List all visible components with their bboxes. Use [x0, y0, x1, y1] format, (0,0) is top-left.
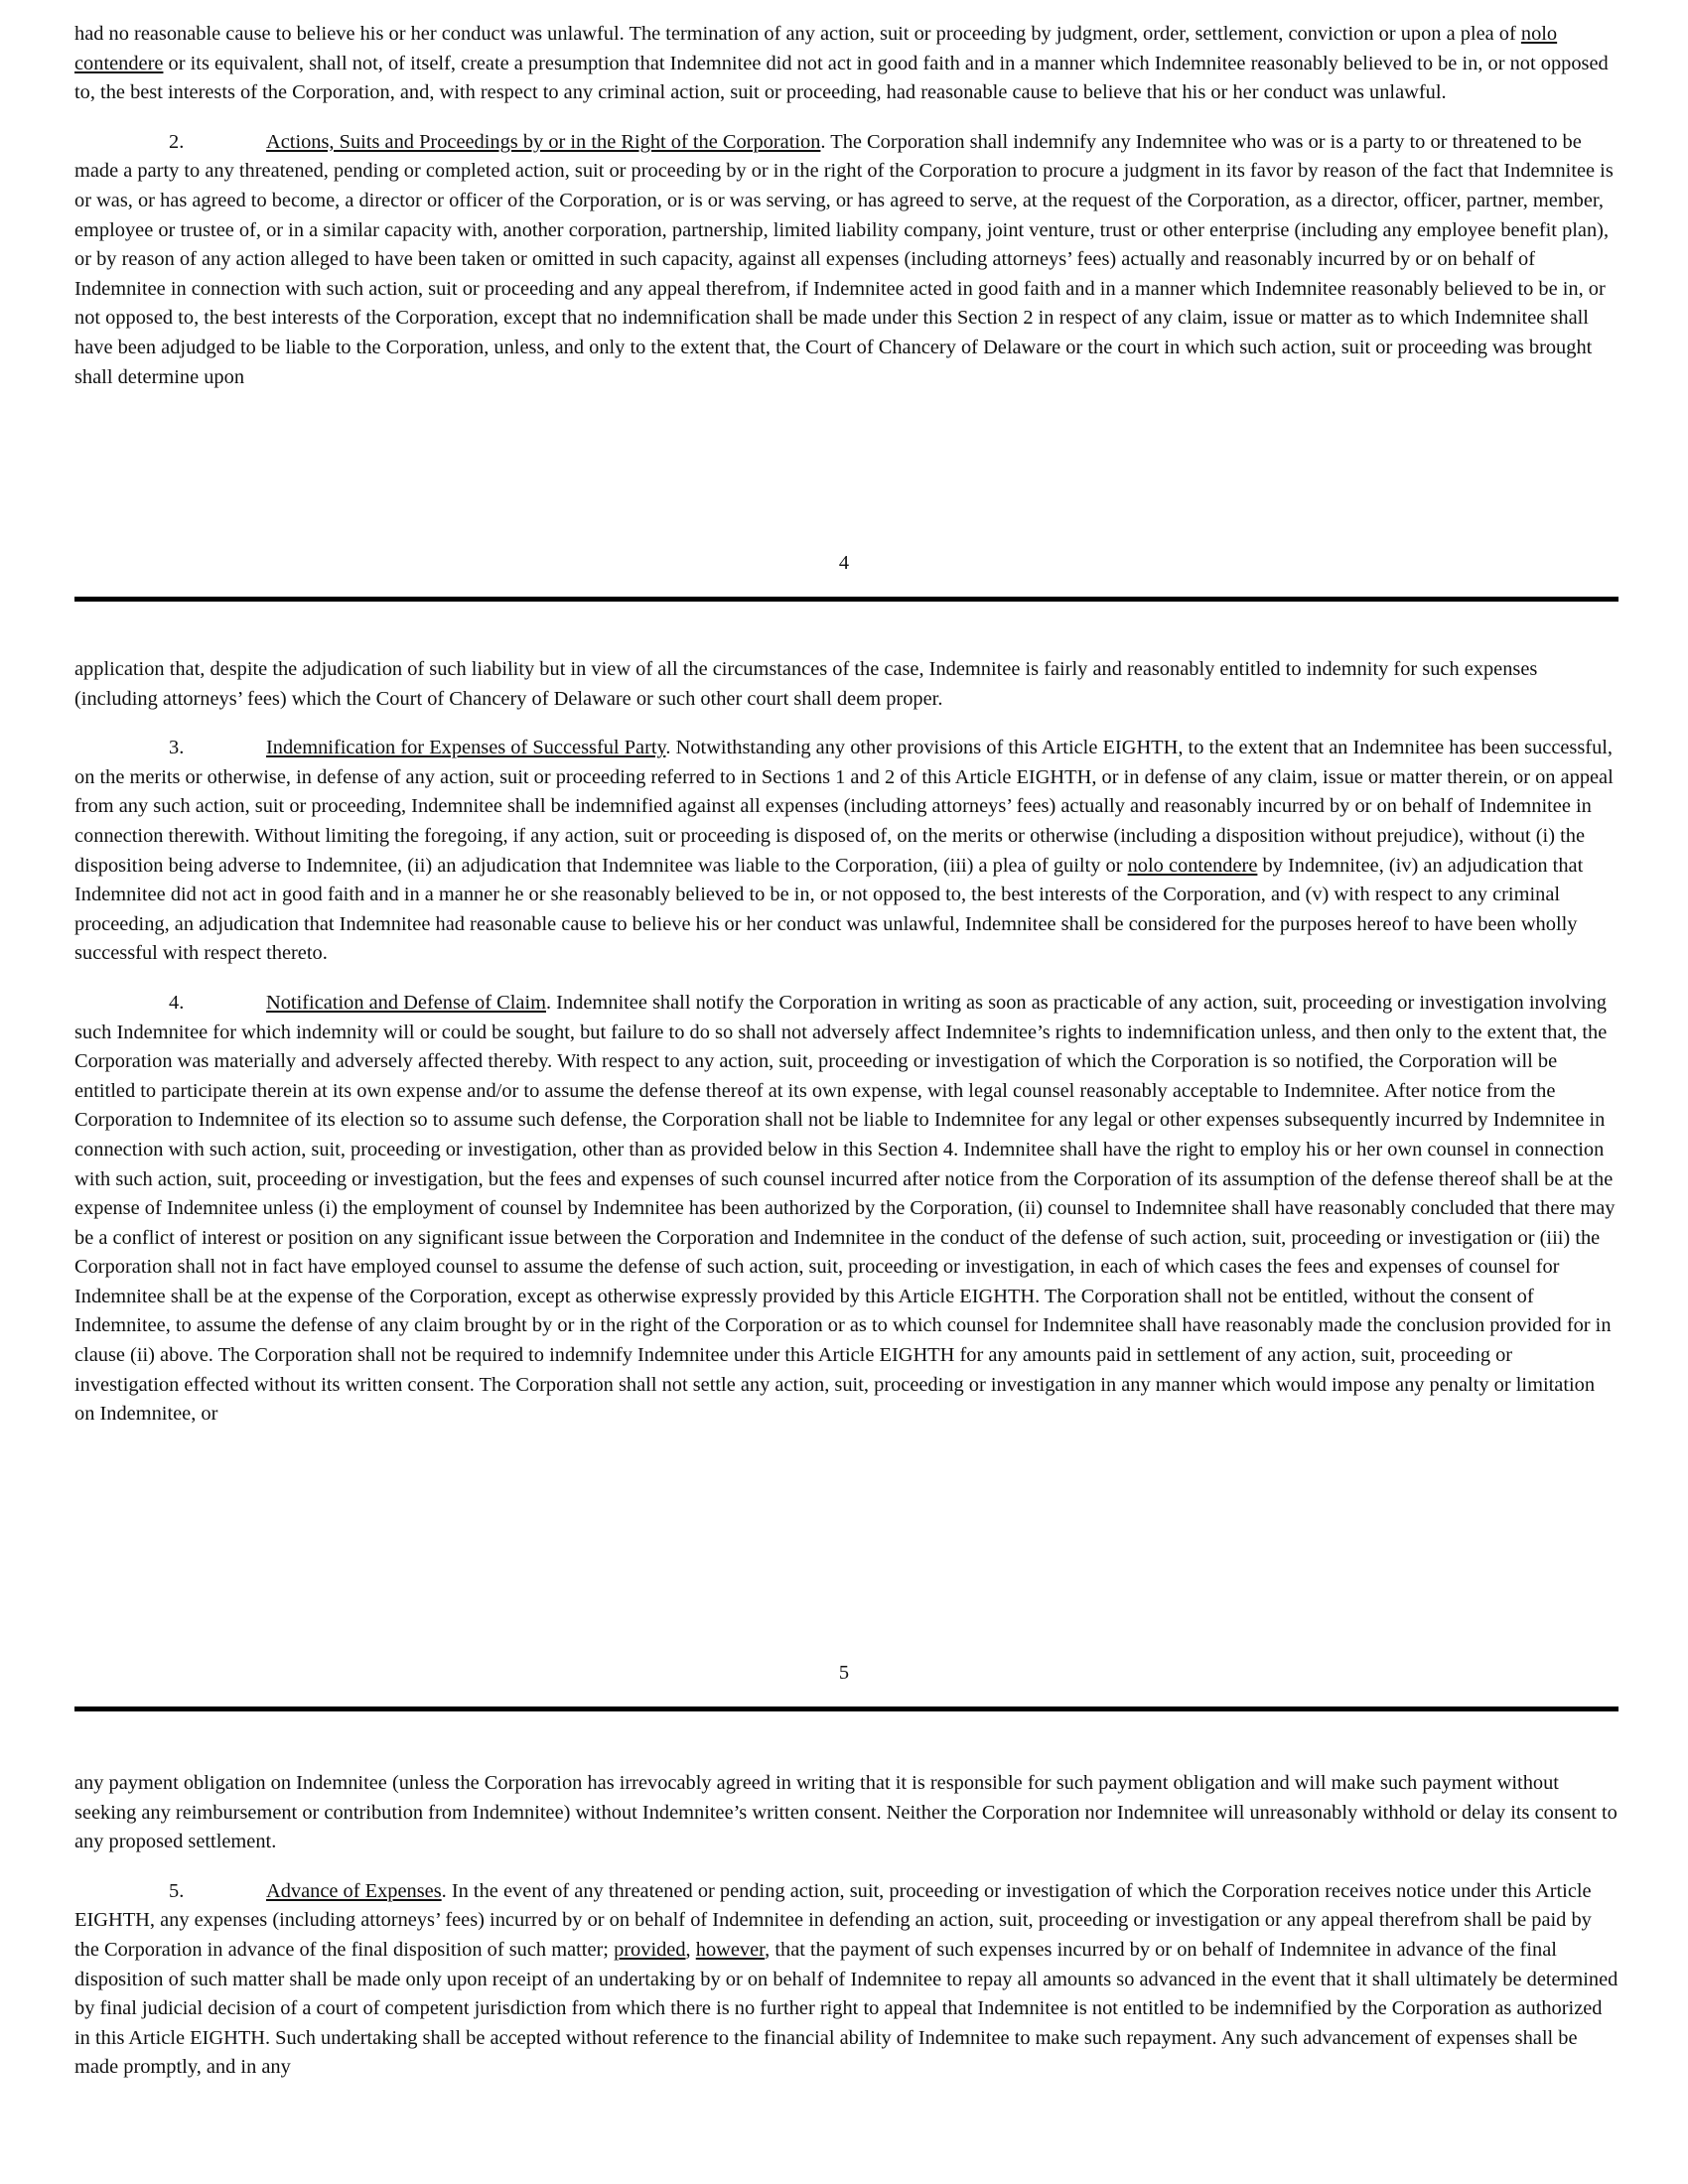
- underlined-term: nolo contendere: [1127, 854, 1258, 877]
- section-heading: Indemnification for Expenses of Successful Party: [266, 737, 666, 759]
- text: had no reasonable cause to believe his or her conduct was unlawful. The termination of any action, suit or proceeding by judgment, order, settlement, conviction or upon a plea of: [74, 23, 1521, 45]
- underlined-term: nolo contendere: [74, 23, 1558, 74]
- section-heading: Actions, Suits and Proceedings by or in the Right of the Corporation: [266, 130, 821, 153]
- text: or its equivalent, shall not, of itself, create a presumption that Indemnitee did not act in good faith and in a manner which Indemnitee reasonably believed to be in, or not opposed to, the best interests of the Corporation, and, with respect to any criminal action, suit or proceeding, had reasonable cause to believe that his or her conduct was unlawful.: [74, 52, 1609, 104]
- section-number: 2.: [169, 130, 185, 153]
- page-divider: [74, 1706, 1618, 1711]
- continuation-paragraph: [74, 20, 1618, 108]
- page-6-segment: [74, 1769, 1618, 2083]
- underlined-term: however: [695, 1938, 766, 1961]
- continuation-paragraph: application that, despite the adjudication of such liability but in view of all the circumstances of the case, Indemnitee is fairly and reasonably entitled to indemnity for such expenses (including attorneys’ fees) which the Court of Chancery of Delaware or such other court shall deem proper.: [74, 658, 1538, 710]
- page-5-segment: [74, 655, 1618, 1430]
- page-4-segment: [74, 20, 1618, 392]
- section-number: 4.: [169, 991, 185, 1014]
- section-4-paragraph: [74, 989, 1618, 1430]
- continuation-paragraph: any payment obligation on Indemnitee (unless the Corporation has irrevocably agreed in writing that it is responsible for such payment obligation and will make such payment without seeking any reimbursement or contribution from Indemnitee) without Indemnitee’s written consent. Neither the Corporation nor Indemnitee will unreasonably withhold or delay its consent to any proposed settlement.: [74, 1772, 1618, 1853]
- section-2-paragraph: [74, 128, 1618, 392]
- section-body: . The Corporation shall indemnify any Indemnitee who was or is a party to or threatened to be made a party to any threatened, pending or completed action, suit or proceeding by or in the right of the Corporation to procure a judgment in its favor by reason of the fact that Indemnitee is or was, or has agreed to become, a director or officer of the Corporation, or is or was serving, or has agreed to serve, at the request of the Corporation, as a director, officer, partner, member, employee or trustee of, or in a similar capacity with, another corporation, partnership, limited liability company, joint venture, trust or other enterprise (including any employee benefit plan), or by reason of any action alleged to have been taken or omitted in such capacity, against all expenses (including attorneys’ fees) actually and reasonably incurred by or on behalf of Indemnitee in connection with such action, suit or proceeding and any appeal therefrom, if Indemnitee acted in good faith and in a manner which Indemnitee reasonably believed to be in, or not opposed to, the best interests of the Corporation, except that no indemnification shall be made under this Section 2 in respect of any claim, issue or matter as to which Indemnitee shall have been adjudged to be liable to the Corporation, unless, and only to the extent that, the Court of Chancery of Delaware or the court in which such action, suit or proceeding was brought shall determine upon: [74, 130, 1614, 388]
- page-number: 4: [838, 552, 850, 574]
- section-body: . Indemnitee shall notify the Corporation in writing as soon as practicable of any action, suit, proceeding or investigation involving such Indemnitee for which indemnity will or could be sought, but failure to do so shall not adversely affect Indemnitee’s rights to indemnification unless, and then only to the extent that, the Corporation was materially and adversely affected thereby. With respect to any action, suit, proceeding or investigation of which the Corporation is so notified, the Corporation will be entitled to participate therein at its own expense and/or to assume the defense thereof at its own expense, with legal counsel reasonably acceptable to Indemnitee. After notice from the Corporation to Indemnitee of its election so to assume such defense, the Corporation shall not be liable to Indemnitee for any legal or other expenses subsequently incurred by Indemnitee in connection with such action, suit, proceeding or investigation, other than as provided below in this Section 4. Indemnitee shall have the right to employ his or her own counsel in connection with such action, suit, proceeding or investigation, but the fees and expenses of such counsel incurred after notice from the Corporation of its assumption of the defense thereof shall be at the expense of Indemnitee unless (i) the employment of counsel by Indemnitee has been authorized by the Corporation, (ii) counsel to Indemnitee shall have reasonably concluded that there may be a conflict of interest or position on any significant issue between the Corporation and Indemnitee in the conduct of the defense of such action, suit, proceeding or investigation or (iii) the Corporation shall not in fact have employed counsel to assume the defense of such action, suit, proceeding or investigation, in each of which cases the fees and expenses of counsel for Indemnitee shall be at the expense of the Corporation, except as otherwise expressly provided by this Article EIGHTH. The Corporation shall not be entitled, without the consent of Indemnitee, to assume the defense of any claim brought by or in the right of the Corporation or as to which counsel for Indemnitee shall have reasonably made the conclusion provided for in clause (ii) above. The Corporation shall not be required to indemnify Indemnitee under this Article EIGHTH for any amounts paid in settlement of any action, suit, proceeding or investigation effected without its written consent. The Corporation shall not settle any action, suit, proceeding or investigation in any manner which would impose any penalty or limitation on Indemnitee, or: [74, 991, 1616, 1426]
- section-3-paragraph: [74, 734, 1618, 969]
- section-heading: Advance of Expenses: [266, 1879, 442, 1902]
- section-number: 5.: [169, 1879, 185, 1902]
- section-body: . In the event of any threatened or pending action, suit, proceeding or investigation of which the Corporation receives notice under this Article EIGHTH, any expenses (including attorneys’ fees) incurred by or on behalf of Indemnitee in defending an action, suit, proceeding or investigation or any appeal therefrom shall be paid by the Corporation in advance of the final disposition of such matter;: [74, 1879, 1592, 1961]
- underlined-term: provided: [614, 1938, 686, 1961]
- text: ,: [685, 1938, 696, 1961]
- section-body: by Indemnitee, (iv) an adjudication that Indemnitee did not act in good faith and in a manner he or she reasonably believed to be in, or not opposed to, the best interests of the Corporation, and (v) with respect to any criminal proceeding, an adjudication that Indemnitee had reasonable cause to believe his or her conduct was unlawful, Indemnitee shall be considered for the purposes hereof to have been wholly successful with respect thereto.: [74, 854, 1584, 965]
- section-body: . Notwithstanding any other provisions of this Article EIGHTH, to the extent that an Indemnitee has been successful, on the merits or otherwise, in defense of any action, suit or proceeding referred to in Sections 1 and 2 of this Article EIGHTH, or in defense of any claim, issue or matter therein, or on appeal from any such action, suit or proceeding, Indemnitee shall be indemnified against all expenses (including attorneys’ fees) actually and reasonably incurred by or on behalf of Indemnitee in connection therewith. Without limiting the foregoing, if any action, suit or proceeding is disposed of, on the merits or otherwise (including a disposition without prejudice), without (i) the disposition being adverse to Indemnitee, (ii) an adjudication that Indemnitee was liable to the Corporation, (iii) a plea of guilty or: [74, 737, 1614, 877]
- page-number: 5: [838, 1662, 850, 1684]
- section-heading: Notification and Defense of Claim: [266, 991, 546, 1014]
- section-body: , that the payment of such expenses incurred by or on behalf of Indemnitee in advance of the final disposition of such matter shall be made only upon receipt of an undertaking by or on behalf of Indemnitee to repay all amounts so advanced in the event that it shall ultimately be determined by final judicial decision of a court of competent jurisdiction from which there is no further right to appeal that Indemnitee is not entitled to be indemnified by the Corporation as authorized in this Article EIGHTH. Such undertaking shall be accepted without reference to the financial ability of Indemnitee to make such repayment. Any such advancement of expenses shall be made promptly, and in any: [74, 1938, 1618, 2079]
- section-number: 3.: [169, 737, 185, 759]
- section-5-paragraph: [74, 1877, 1618, 2083]
- page-divider: [74, 597, 1618, 602]
